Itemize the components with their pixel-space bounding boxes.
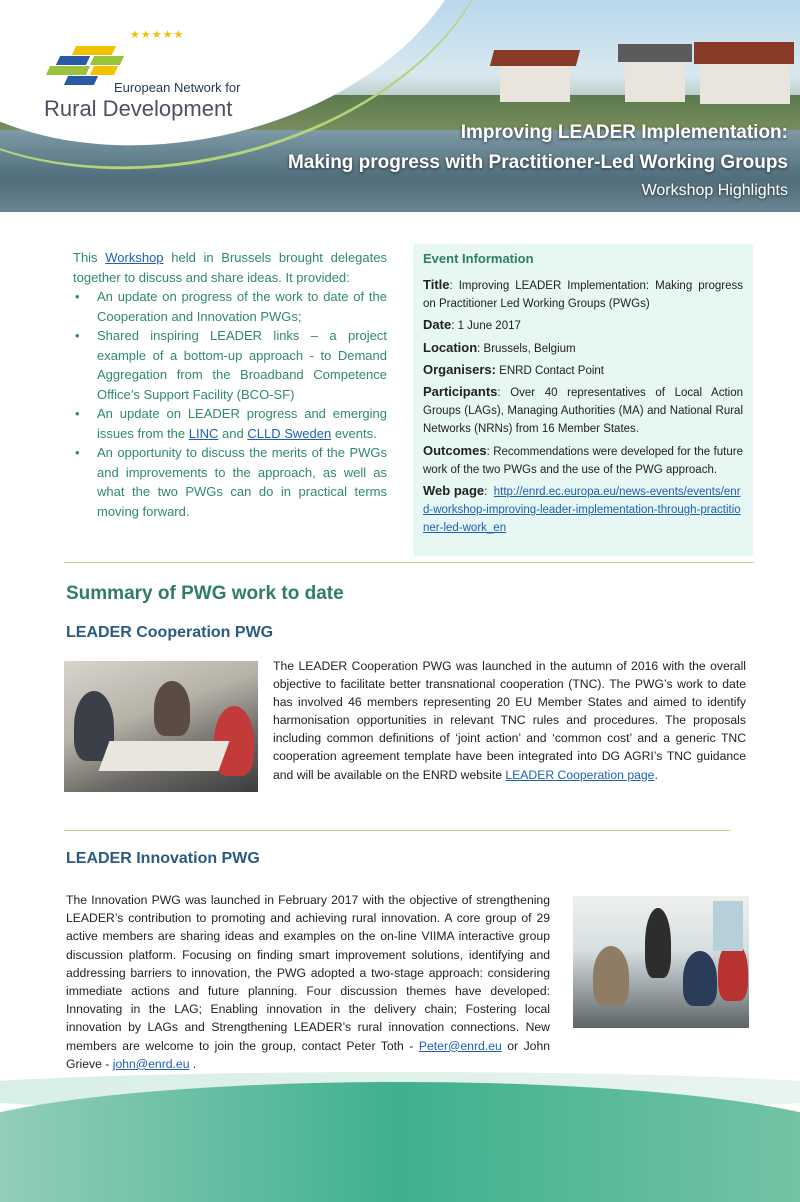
value: ENRD Contact Point (495, 364, 604, 377)
photo-person (593, 946, 629, 1006)
value: : Recommendations were developed for the future work of the two PWGs and the use of the PWG approach. (423, 445, 743, 476)
photo-person (154, 681, 190, 736)
logo-bar (90, 66, 118, 75)
period: . (654, 767, 658, 782)
bullet3-and: and (222, 425, 244, 441)
label: Participants (423, 384, 498, 400)
section-heading-innovation: LEADER Innovation PWG (66, 850, 260, 867)
logo-bar (72, 46, 116, 55)
logo-bar (64, 76, 98, 85)
bullet3-text: An update on LEADER progress and emerging issues from the (97, 406, 387, 441)
event-date (423, 316, 743, 335)
cooperation-meeting-photo (64, 661, 258, 792)
subtitle: Workshop Highlights (641, 182, 788, 199)
list-item (73, 404, 387, 443)
logo-text-line2: Rural Development (44, 96, 233, 121)
section-heading-summary: Summary of PWG work to date (66, 583, 344, 604)
linc-link[interactable]: LINC (188, 425, 219, 441)
title-line1: Improving LEADER Implementation: (460, 122, 788, 143)
enrd-logo[interactable] (44, 28, 274, 123)
peter-email-link[interactable]: Peter@enrd.eu (418, 1038, 502, 1053)
photo-person (683, 951, 717, 1006)
innovation-workshop-photo (573, 896, 749, 1028)
logo-bar (56, 56, 90, 65)
banner-house (625, 58, 685, 102)
logo-text-line1: European Network for (114, 80, 241, 95)
list-item: • Shared inspiring LEADER links – a project example of a bottom-up approach - to Demand Aggregation from the Broadband Competence Office’s Support Facility (BCO-SF) (73, 326, 387, 404)
label: Location (423, 339, 478, 355)
innovation-text (66, 891, 550, 1073)
banner-roof (694, 42, 794, 64)
photo-banner (713, 901, 743, 951)
john-email-link[interactable]: john@enrd.eu (112, 1056, 190, 1071)
event-info-heading: Event Information (423, 251, 534, 266)
label: Web page (423, 483, 485, 499)
logo-bar (46, 66, 90, 75)
eu-stars-icon: ★★★★★ (130, 29, 185, 41)
label: Title (423, 277, 450, 292)
divider (64, 830, 730, 831)
value: : 1 June 2017 (451, 320, 521, 333)
banner-roof (490, 50, 580, 66)
banner-house (500, 62, 570, 102)
event-organisers (423, 361, 743, 380)
banner-roof (618, 44, 692, 62)
list-item: • An opportunity to discuss the merits of the PWGs and improvements to the approach, as well as what the two PWGs can do in practical terms moving forward. (73, 443, 387, 521)
workshop-link[interactable]: Workshop (105, 250, 164, 265)
section-heading-cooperation: LEADER Cooperation PWG (66, 624, 274, 641)
photo-table (99, 741, 230, 771)
event-participants (423, 383, 743, 439)
banner-house (700, 60, 790, 104)
cooperation-body: The LEADER Cooperation PWG was launched in the autumn of 2016 with the overall objective to facilitate better transnational cooperation (TNC). The PWG’s work to date has involved 46 members representing 20 EU Member States and aimed to identify harmonisation opportunities in relevant TNC rules and procedures. The proposals including common definitions of ‘joint action’ and ‘common cost’ and a generic TNC cooperation agreement template have been integrated into DG AGRI’s TNC guidance and will be available on the ENRD website (273, 659, 746, 782)
event-location (423, 339, 743, 358)
leader-cooperation-link[interactable]: LEADER Cooperation page (505, 767, 655, 782)
cooperation-text (273, 657, 746, 784)
footer-wave (0, 1082, 800, 1202)
logo-bar (90, 56, 124, 65)
value: : Brussels, Belgium (477, 342, 576, 355)
intro-text (73, 248, 387, 521)
divider (64, 562, 754, 563)
innovation-body: The Innovation PWG was launched in February 2017 with the objective of strengthening LEADER’s contribution to promoting and achieving rural innovation. A core group of 29 active members are sharing ideas and examples on the on-line VIIMA interactive group discussion platform. Focusing on finding smart improvement solutions, identifying and addressing barriers to innovation, the PWG adopted a two-stage approach: considering immediate actions and future planning. Four discussion themes have developed: Innovating in the LAG; Enabling innovation in the delivery chain; Fostering local innovation by LAGs and Strengthening LEADER’s rural innovation connections. New members are welcome to join the group, contact Peter Toth - (66, 893, 550, 1053)
list-item: • An update on progress of the work to date of the Cooperation and Innovation PWGs; (73, 287, 387, 326)
value: : Over 40 representatives of Local Action Groups (LAGs), Managing Authorities (MA) and National Rural Networks (NRNs) from 16 Member States. (423, 387, 743, 436)
intro-bullets (73, 287, 387, 521)
label: Organisers: (423, 361, 496, 377)
period: . (192, 1056, 197, 1071)
intro-text-end: held in Brussels brought delegates together to discuss and share ideas. It provided: (73, 250, 387, 285)
sep: : (484, 486, 488, 499)
title-line2: Making progress with Practitioner-Led Working Groups (287, 152, 788, 173)
bullet3-end: events. (334, 425, 377, 441)
event-info-box (413, 244, 753, 556)
photo-person (645, 908, 671, 978)
event-title (423, 276, 743, 313)
clld-sweden-link[interactable]: CLLD Sweden (247, 425, 332, 441)
page-title (288, 118, 788, 204)
or-text: or John Grieve - (66, 1038, 550, 1071)
event-webpage (423, 482, 743, 538)
value: : Improving LEADER Implementation: Making progress on Practitioner Led Working Groups (PWGs) (423, 280, 743, 311)
intro-text-start: This (73, 250, 98, 265)
label: Date (423, 317, 452, 333)
event-webpage-link[interactable]: http://enrd.ec.europa.eu/news-events/events/enrd-workshop-improving-leader-implementation-through-practitioner-led-work_en (423, 486, 741, 535)
header-banner (0, 0, 800, 212)
label: Outcomes (423, 442, 487, 458)
event-outcomes (423, 442, 743, 479)
